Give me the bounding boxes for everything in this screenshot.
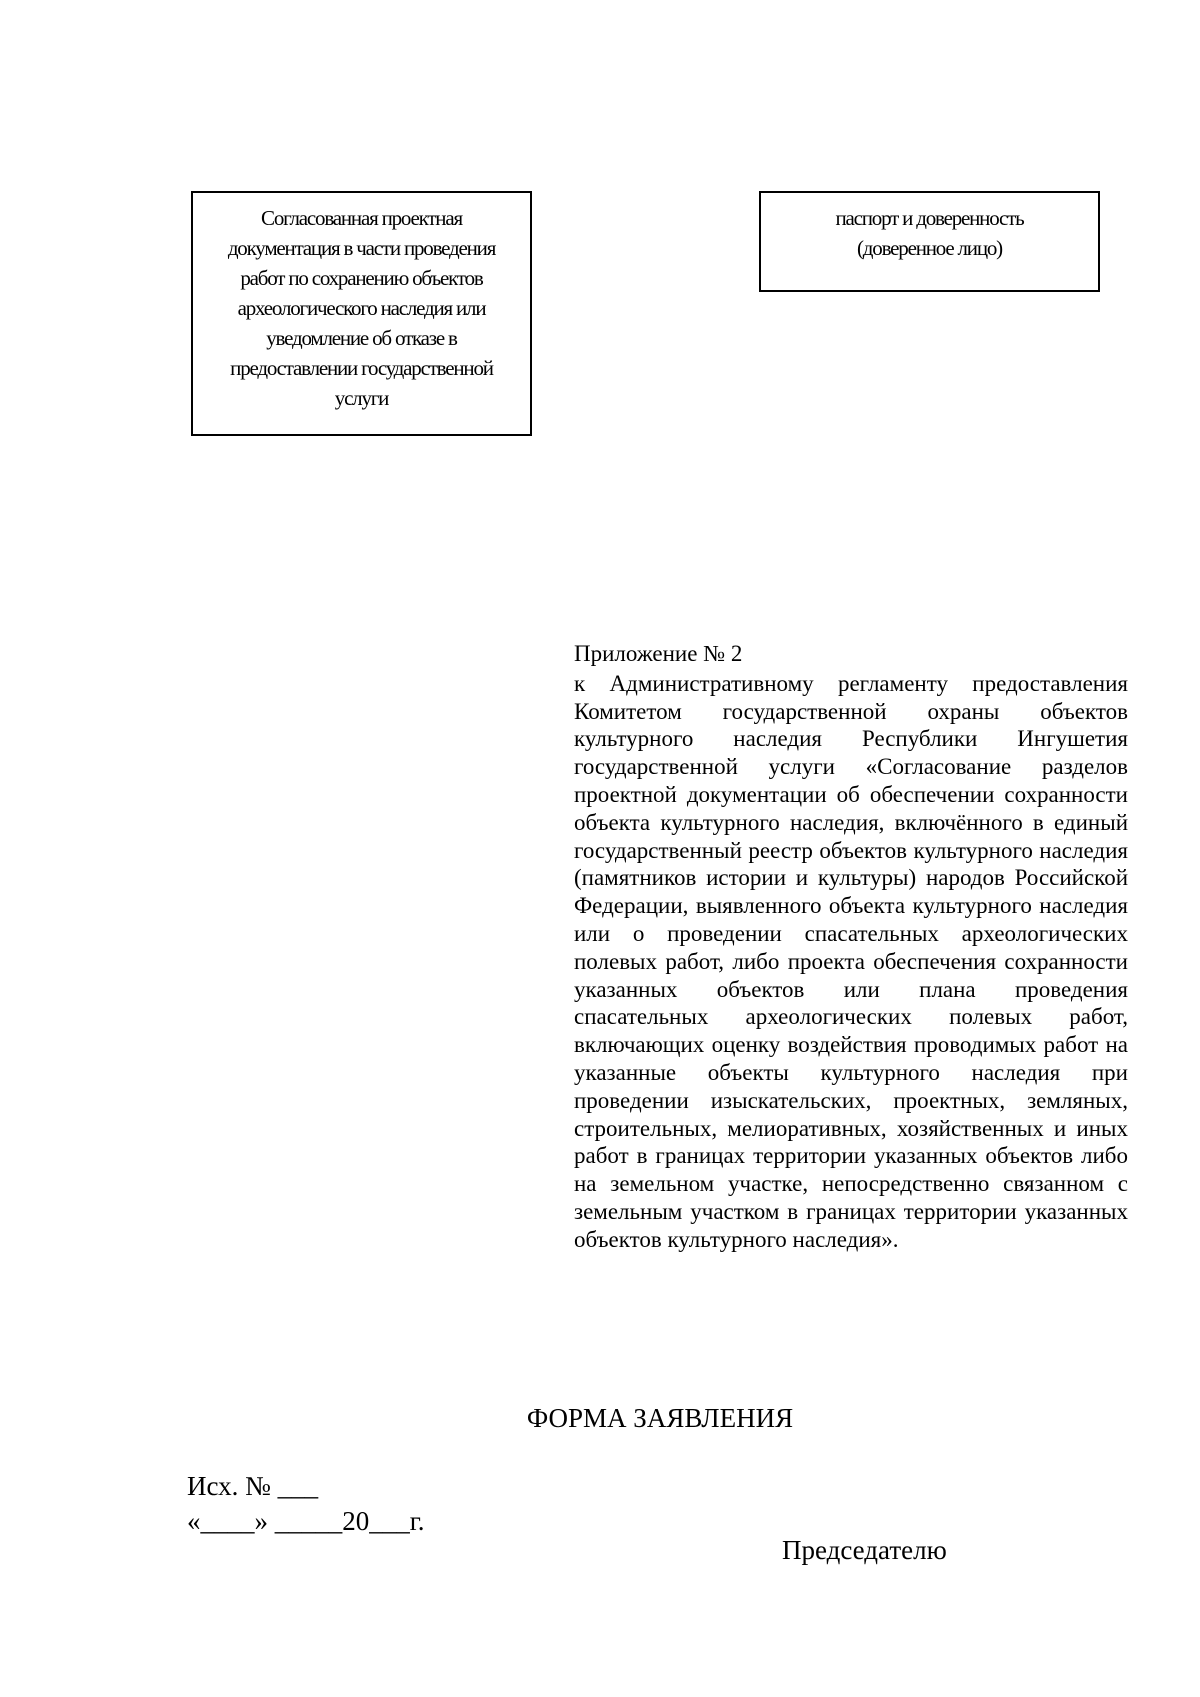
box-text-line: (доверенное лицо) <box>857 236 1002 260</box>
box-text-line: предоставлении государственной <box>230 356 493 380</box>
appendix-block <box>574 640 1128 1254</box>
box-text-line: археологического наследия или <box>237 296 486 320</box>
box-text-line: документация в части проведения <box>227 236 496 260</box>
box-text-line: Согласованная проектная <box>261 206 462 230</box>
box-text-line: услуги <box>334 386 389 410</box>
right-flowchart-box <box>759 191 1100 292</box>
appendix-title: Приложение № 2 <box>574 641 743 666</box>
form-title: ФОРМА ЗАЯВЛЕНИЯ <box>526 1403 794 1433</box>
box-text-line: уведомление об отказе в <box>266 326 457 350</box>
left-flowchart-box <box>191 191 532 436</box>
appendix-body: к Административному регламенту предоставления Комитетом государственной охраны объектов культурного наследия Республики Ингушетия государственной услуги «Согласование разделов проектной документации об обеспечении сохранности объекта культурного наследия, включённого в единый государственный реестр объектов культурного наследия (памятников истории и культуры) народов Российской Федерации, выявленного объекта культурного наследия или о проведении спасательных археологических полевых работ, либо проекта обеспечения сохранности указанных объектов или плана проведения спасательных археологических полевых работ, включающих оценку воздействия проводимых работ на указанные объекты культурного наследия при проведении изыскательских, проектных, земляных, строительных, мелиоративных, хозяйственных и иных работ в границах территории указанных объектов либо на земельном участке, непосредственно связанном с земельным участком в границах территории указанных объектов культурного наследия». <box>574 670 1128 1252</box>
box-text-line: паспорт и доверенность <box>835 206 1024 230</box>
box-text-line: работ по сохранению объектов <box>240 266 483 290</box>
addressee: Председателю <box>782 1535 947 1565</box>
outgoing-number: Исх. № ___ <box>187 1471 319 1501</box>
outgoing-date: «____» _____20___г. <box>187 1506 425 1536</box>
